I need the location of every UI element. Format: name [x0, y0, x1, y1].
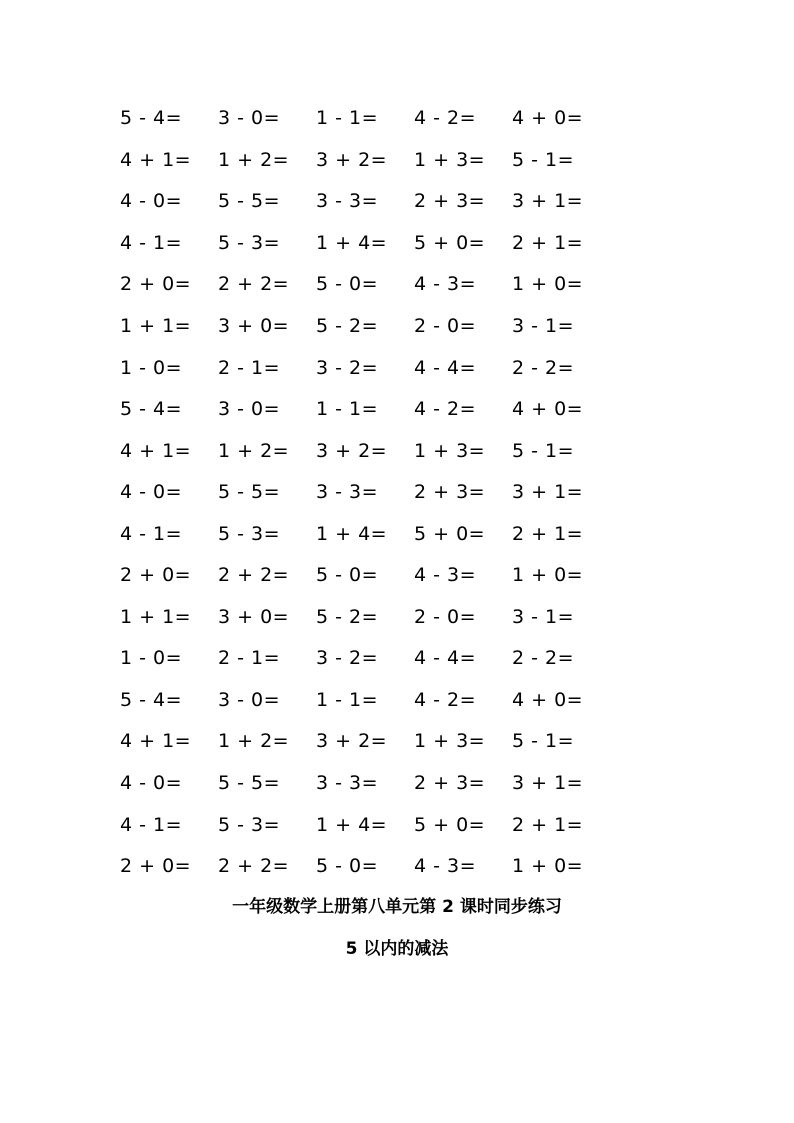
arithmetic-problem: 2 + 0= [120, 273, 192, 296]
arithmetic-problem: 5 - 4= [120, 688, 183, 711]
arithmetic-problem: 2 + 3= [414, 481, 486, 504]
arithmetic-problem: 1 - 0= [120, 647, 183, 670]
arithmetic-problem: 2 - 0= [414, 315, 477, 337]
arithmetic-problem: 5 + 0= [414, 522, 486, 545]
arithmetic-problem: 1 + 0= [512, 273, 584, 296]
arithmetic-problem: 5 - 5= [218, 772, 281, 795]
arithmetic-problem: 4 + 1= [120, 730, 192, 753]
arithmetic-problem: 2 + 2= [218, 564, 290, 587]
problem-row [120, 513, 620, 555]
arithmetic-problem: 5 - 1= [512, 730, 575, 753]
arithmetic-problem: 3 - 0= [218, 107, 281, 130]
problem-row [120, 181, 620, 223]
arithmetic-problem: 4 - 0= [120, 772, 183, 795]
problem-row [120, 306, 620, 348]
arithmetic-problem: 3 - 3= [316, 190, 379, 213]
arithmetic-problem: 3 - 2= [316, 647, 379, 670]
arithmetic-problem: 2 + 3= [414, 190, 486, 213]
arithmetic-problem: 2 + 2= [218, 855, 290, 878]
arithmetic-problem: 5 - 1= [512, 148, 575, 171]
arithmetic-problem: 4 + 1= [120, 148, 192, 171]
arithmetic-problem: 3 + 2= [316, 439, 388, 462]
arithmetic-problem: 1 + 2= [218, 439, 290, 462]
arithmetic-problem: 5 - 3= [218, 813, 281, 836]
problem-row [120, 804, 620, 846]
arithmetic-problem: 2 - 0= [414, 605, 477, 628]
problem-row [120, 763, 620, 805]
arithmetic-problem: 3 + 1= [512, 190, 584, 213]
arithmetic-problem: 4 - 2= [414, 688, 477, 711]
arithmetic-problem: 1 - 1= [316, 688, 379, 711]
arithmetic-problem: 5 - 1= [512, 439, 575, 462]
problem-row [120, 430, 620, 472]
arithmetic-problem: 2 - 2= [512, 356, 575, 379]
arithmetic-problem: 3 - 1= [512, 315, 575, 337]
arithmetic-problem: 5 - 2= [316, 315, 379, 337]
arithmetic-problem: 3 - 1= [512, 605, 575, 628]
arithmetic-problem: 4 - 3= [414, 273, 477, 296]
arithmetic-problem: 5 - 0= [316, 855, 379, 878]
arithmetic-problem: 2 + 0= [120, 564, 192, 587]
problem-row [120, 264, 620, 306]
arithmetic-problem: 2 + 1= [512, 522, 584, 545]
problem-row [120, 846, 620, 888]
problem-row [120, 347, 620, 389]
arithmetic-problem: 1 + 4= [316, 813, 388, 836]
arithmetic-problem: 4 + 0= [512, 398, 584, 421]
arithmetic-problem: 2 - 1= [218, 647, 281, 670]
problem-row [120, 597, 620, 639]
problem-row [120, 721, 620, 763]
arithmetic-problem: 1 + 3= [414, 730, 486, 753]
document-title: 一年级数学上册第八单元第 2 课时同步练习 [232, 897, 562, 917]
arithmetic-problem: 2 + 2= [218, 273, 290, 296]
document-subtitle: 5 以内的减法 [345, 939, 449, 959]
arithmetic-problem: 3 + 1= [512, 481, 584, 504]
arithmetic-problem: 4 - 1= [120, 813, 183, 836]
arithmetic-problem: 4 + 1= [120, 439, 192, 462]
arithmetic-problem: 5 - 3= [218, 522, 281, 545]
problem-row [120, 472, 620, 514]
arithmetic-problem: 4 - 2= [414, 398, 477, 421]
arithmetic-problem: 2 + 0= [120, 855, 192, 878]
arithmetic-problem: 2 + 1= [512, 813, 584, 836]
arithmetic-problem: 4 + 0= [512, 688, 584, 711]
problem-grid [120, 98, 620, 887]
arithmetic-problem: 5 - 5= [218, 481, 281, 504]
problem-row [120, 140, 620, 182]
arithmetic-problem: 3 - 3= [316, 772, 379, 795]
arithmetic-problem: 1 + 4= [316, 522, 388, 545]
arithmetic-problem: 4 - 3= [414, 855, 477, 878]
arithmetic-problem: 1 + 1= [120, 315, 192, 337]
arithmetic-problem: 3 - 3= [316, 481, 379, 504]
arithmetic-problem: 1 + 3= [414, 148, 486, 171]
arithmetic-problem: 2 - 1= [218, 356, 281, 379]
arithmetic-problem: 1 + 3= [414, 439, 486, 462]
arithmetic-problem: 3 - 0= [218, 688, 281, 711]
arithmetic-problem: 4 - 2= [414, 107, 477, 130]
arithmetic-problem: 4 - 0= [120, 481, 183, 504]
problem-row [120, 555, 620, 597]
arithmetic-problem: 3 - 2= [316, 356, 379, 379]
arithmetic-problem: 2 + 1= [512, 231, 584, 254]
arithmetic-problem: 5 - 3= [218, 231, 281, 254]
arithmetic-problem: 2 + 3= [414, 772, 486, 795]
arithmetic-problem: 1 + 2= [218, 730, 290, 753]
arithmetic-problem: 4 + 0= [512, 107, 584, 130]
problem-row [120, 638, 620, 680]
arithmetic-problem: 1 + 0= [512, 564, 584, 587]
problem-row [120, 680, 620, 722]
arithmetic-problem: 5 - 5= [218, 190, 281, 213]
arithmetic-problem: 3 + 0= [218, 315, 290, 337]
problem-row [120, 389, 620, 431]
arithmetic-problem: 4 - 4= [414, 647, 477, 670]
arithmetic-problem: 3 + 1= [512, 772, 584, 795]
arithmetic-problem: 5 + 0= [414, 231, 486, 254]
arithmetic-problem: 5 + 0= [414, 813, 486, 836]
problem-row [120, 98, 620, 140]
arithmetic-problem: 3 + 2= [316, 730, 388, 753]
arithmetic-problem: 1 + 1= [120, 605, 192, 628]
arithmetic-problem: 1 - 1= [316, 107, 379, 130]
arithmetic-problem: 5 - 4= [120, 398, 183, 421]
arithmetic-problem: 1 - 0= [120, 356, 183, 379]
arithmetic-problem: 5 - 0= [316, 273, 379, 296]
arithmetic-problem: 4 - 3= [414, 564, 477, 587]
arithmetic-problem: 5 - 2= [316, 605, 379, 628]
arithmetic-problem: 4 - 1= [120, 522, 183, 545]
problem-row [120, 223, 620, 265]
arithmetic-problem: 1 + 4= [316, 231, 388, 254]
arithmetic-problem: 3 - 0= [218, 398, 281, 421]
arithmetic-problem: 2 - 2= [512, 647, 575, 670]
arithmetic-problem: 5 - 0= [316, 564, 379, 587]
arithmetic-problem: 4 - 0= [120, 190, 183, 213]
arithmetic-problem: 1 + 2= [218, 148, 290, 171]
arithmetic-problem: 1 + 0= [512, 855, 584, 878]
arithmetic-problem: 1 - 1= [316, 398, 379, 421]
arithmetic-problem: 4 - 1= [120, 231, 183, 254]
arithmetic-problem: 4 - 4= [414, 356, 477, 379]
arithmetic-problem: 3 + 0= [218, 605, 290, 628]
arithmetic-problem: 3 + 2= [316, 148, 388, 171]
arithmetic-problem: 5 - 4= [120, 107, 183, 130]
